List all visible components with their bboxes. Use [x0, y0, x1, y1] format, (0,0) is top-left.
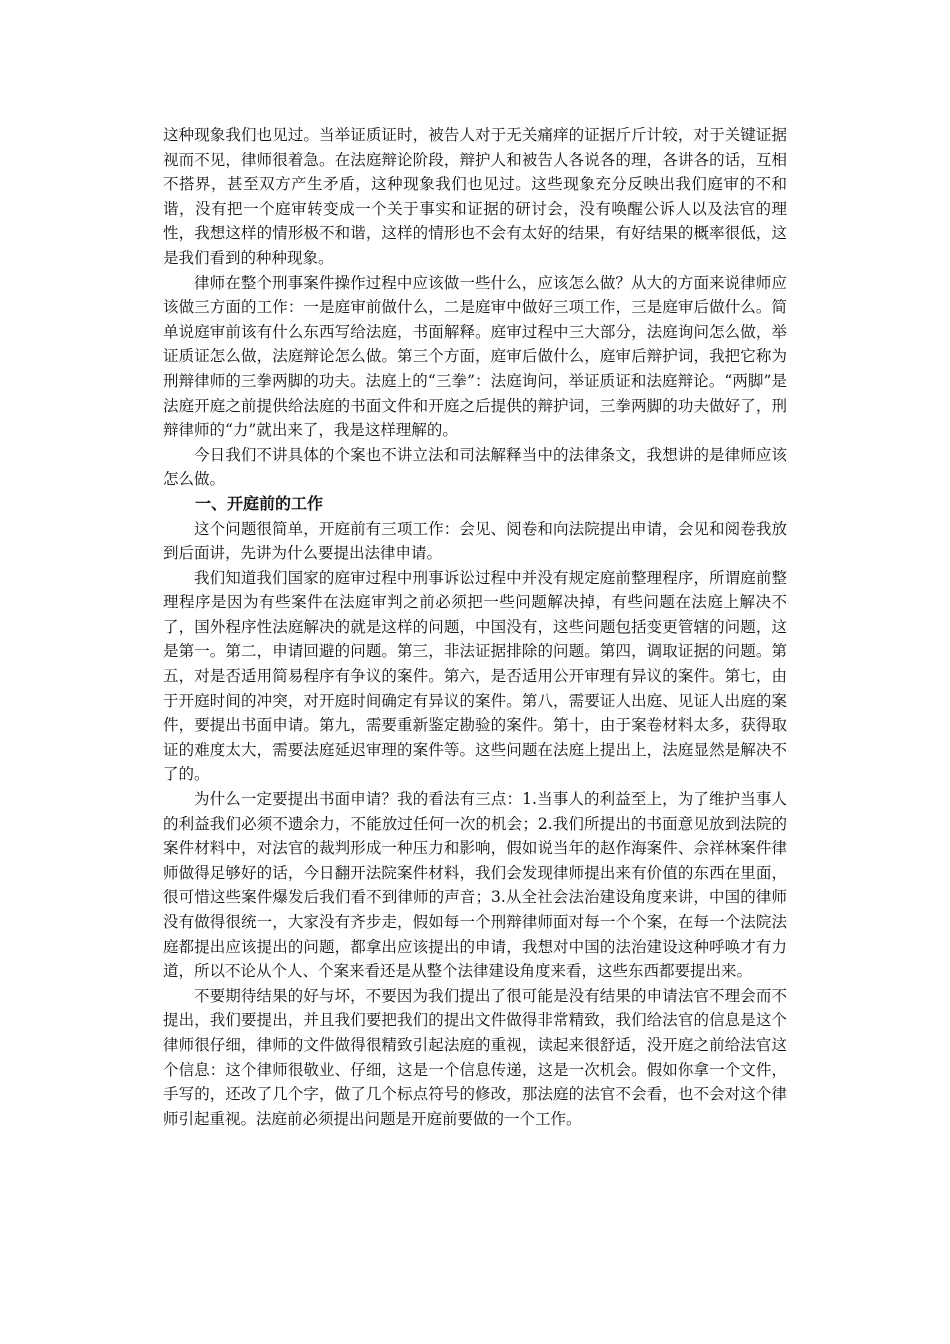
paragraph-2: 律师在整个刑事案件操作过程中应该做一些什么，应该怎么做？从大的方面来说律师应该做三方面的工作：一是庭审前做什么，二是庭审中做好三项工作，三是庭审后做什么。简单说庭审前该有什么东西写给法庭，书面解释。庭审过程中三大部分，法庭询问怎么做，举证质证怎么做，法庭辩论怎么做。第三个方面，庭审后做什么，庭审后辩护词，我把它称为刑辩律师的三拳两脚的功夫。法庭上的“三拳”：法庭询问，举证质证和法庭辩论。“两脚”是法庭开庭之前提供给法庭的书面文件和开庭之后提供的辩护词，三拳两脚的功夫做好了，刑辩律师的“力”就出来了，我是这样理解的。	[163, 273, 787, 440]
document-page	[163, 123, 787, 1131]
section-heading: 一、开庭前的工作	[195, 493, 324, 513]
paragraph-1: 这种现象我们也见过。当举证质证时，被告人对于无关痛痒的证据斤斤计较，对于关键证据视而不见，律师很着急。在法庭辩论阶段，辩护人和被告人各说各的理，各讲各的话，互相不搭界，甚至双方产生矛盾，这种现象我们也见过。这些现象充分反映出我们庭审的不和谐，没有把一个庭审转变成一个关于事实和证据的研讨会，没有唤醒公诉人以及法官的理性，我想这样的情形极不和谐，这样的情形也不会有太好的结果，有好结果的概率很低，这是我们看到的种种现象。	[163, 126, 787, 267]
paragraph-3: 今日我们不讲具体的个案也不讲立法和司法解释当中的法律条文，我想讲的是律师应该怎么做。	[163, 445, 787, 489]
paragraph-6: 为什么一定要提出书面申请？我的看法有三点：1.当事人的利益至上，为了维护当事人的利益我们必须不遗余力，不能放过任何一次的机会；2.我们所提出的书面意见放到法院的案件材料中，对法官的裁判形成一种压力和影响，假如说当年的赵作海案件、佘祥林案件律师做得足够好的话，今日翻开法院案件材料，我们会发现律师提出来有价值的东西在里面，很可惜这些案件爆发后我们看不到律师的声音；3.从全社会法治建设角度来讲，中国的律师没有做得很统一，大家没有齐步走，假如每一个刑辩律师面对每一个个案，在每一个法院法庭都提出应该提出的问题，都拿出应该提出的申请，我想对中国的法治建设这种呼唤才有力道，所以不论从个人、个案来看还是从整个法律建设角度来看，这些东西都要提出来。	[163, 790, 787, 981]
paragraph-7: 不要期待结果的好与坏，不要因为我们提出了很可能是没有结果的申请法官不理会而不提出，我们要提出，并且我们要把我们的提出文件做得非常精致，我们给法官的信息是这个律师很仔细，律师的文件做得很精致引起法庭的重视，读起来很舒适，没开庭之前给法官这个信息：这个律师很敬业、仔细，这是一个信息传递，这是一次机会。假如你拿一个文件，手写的，还改了几个字，做了几个标点符号的修改，那法庭的法官不会看，也不会对这个律师引起重视。法庭前必须提出问题是开庭前要做的一个工作。	[163, 986, 787, 1128]
paragraph-4: 这个问题很简单，开庭前有三项工作：会见、阅卷和向法院提出申请，会见和阅卷我放到后面讲，先讲为什么要提出法律申请。	[163, 519, 787, 563]
paragraph-5: 我们知道我们国家的庭审过程中刑事诉讼过程中并没有规定庭前整理程序，所谓庭前整理程序是因为有些案件在法庭审判之前必须把一些问题解决掉，有些问题在法庭上解决不了，国外程序性法庭解决的就是这样的问题，中国没有，这些问题包括变更管辖的问题，这是第一。第二，申请回避的问题。第三，非法证据排除的问题。第四，调取证据的问题。第五，对是否适用简易程序有争议的案件。第六，是否适用公开审理有异议的案件。第七，由于开庭时间的冲突，对开庭时间确定有异议的案件。第八，需要证人出庭、见证人出庭的案件，要提出书面申请。第九，需要重新鉴定勘验的案件。第十，由于案卷材料太多，获得取证的难度太大，需要法庭延迟审理的案件等。这些问题在法庭上提出上，法庭显然是解决不了的。	[163, 568, 787, 784]
